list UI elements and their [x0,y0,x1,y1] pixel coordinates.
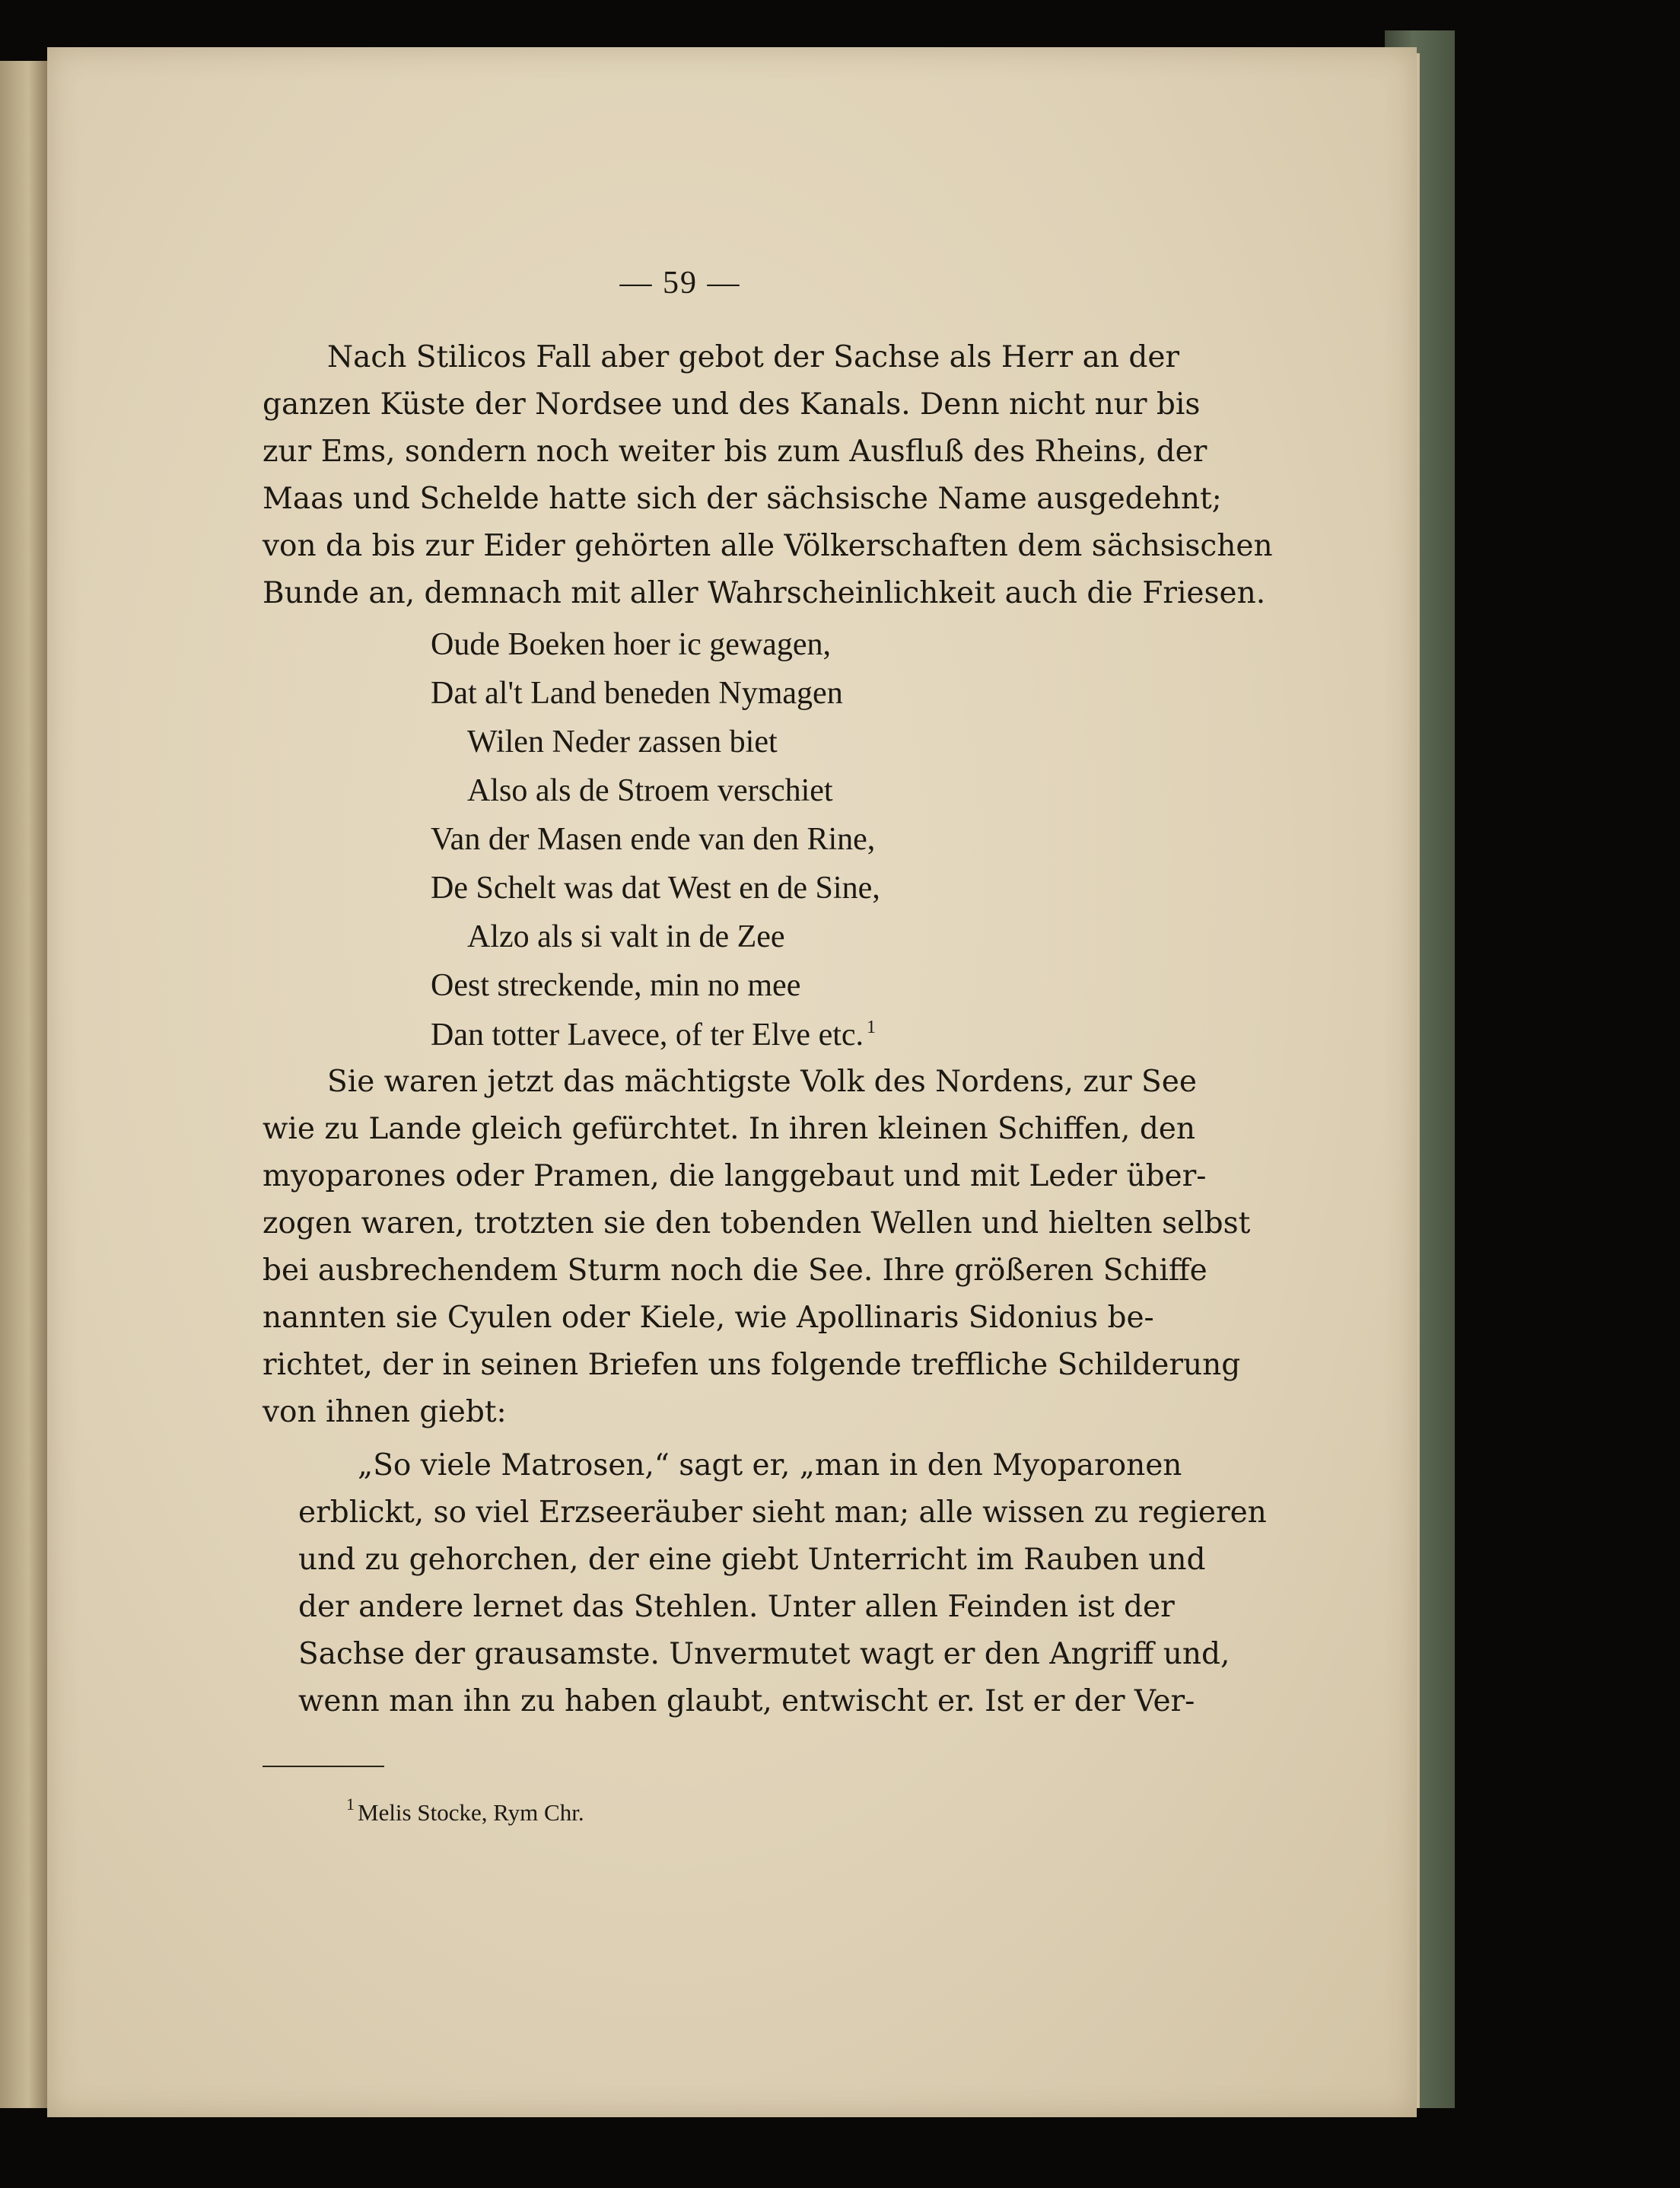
verse-line-text: Dan totter Lavece, of ter Elve etc. [431,1018,864,1053]
verse-line: Oest streckende, min no mee [431,968,801,1003]
text-line: nannten sie Cyulen oder Kiele, wie Apollinaris Sidonius be- [262,1301,1154,1335]
footnote-text: Melis Stocke, Rym Chr. [358,1799,584,1826]
text-line: von da bis zur Eider gehörten alle Völkerschaften dem sächsischen [262,529,1273,563]
footnote-marker: 1 [346,1795,355,1814]
text-line: wie zu Lande gleich gefürchtet. In ihren kleinen Schiffen, den [262,1112,1196,1146]
text-line: richtet, der in seinen Briefen uns folgende treffliche Schilderung [262,1348,1241,1382]
text-line: myoparones oder Pramen, die langgebaut und mit Leder über- [262,1159,1207,1193]
text-line: zur Ems, sondern noch weiter bis zum Ausfluß des Rheins, der [262,435,1208,469]
quote-line: und zu gehorchen, der eine giebt Unterricht im Rauben und [298,1543,1206,1577]
verse-line: Van der Masen ende van den Rine, [431,822,876,857]
quote-line: erblickt, so viel Erzseeräuber sieht man; alle wissen zu regieren [298,1495,1267,1530]
text-line: ganzen Küste der Nordsee und des Kanals. Denn nicht nur bis [262,387,1201,422]
verse-line: Dat al't Land beneden Nymagen [431,676,843,711]
text-line: Nach Stilicos Fall aber gebot der Sachse als Herr an der [327,340,1180,374]
text-line: von ihnen giebt: [262,1395,507,1429]
quote-line: „So viele Matrosen,“ sagt er, „man in den Myoparonen [358,1448,1182,1483]
quote-line: der andere lernet das Stehlen. Unter allen Feinden ist der [298,1590,1175,1624]
verse-line [431,1018,876,1051]
text-line: Maas und Schelde hatte sich der sächsische Name ausgedehnt; [262,482,1222,516]
verse-line: Alzo als si valt in de Zee [467,919,785,954]
verse-line: Oude Boeken hoer ic gewagen, [431,627,831,662]
text-line: Sie waren jetzt das mächtigste Volk des Nordens, zur See [327,1065,1197,1099]
verse-line: Also als de Stroem verschiet [467,773,833,808]
page-number: — 59 — [619,266,741,301]
footnote-reference: 1 [867,1018,877,1037]
quote-line: wenn man ihn zu haben glaubt, entwischt er. Ist er der Ver- [298,1684,1195,1718]
left-page-edge [0,61,47,2108]
footnote [346,1795,584,1827]
verse-line: Wilen Neder zassen biet [467,725,778,760]
text-line: bei ausbrechendem Sturm noch die See. Ihre größeren Schiffe [262,1253,1208,1288]
footnote-rule [262,1766,384,1767]
verse-line: De Schelt was dat West en de Sine, [431,871,880,906]
quote-line: Sachse der grausamste. Unvermutet wagt er den Angriff und, [298,1637,1230,1671]
text-line: zogen waren, trotzten sie den tobenden Wellen und hielten selbst [262,1206,1251,1241]
text-line: Bunde an, demnach mit aller Wahrscheinlichkeit auch die Friesen. [262,576,1266,610]
